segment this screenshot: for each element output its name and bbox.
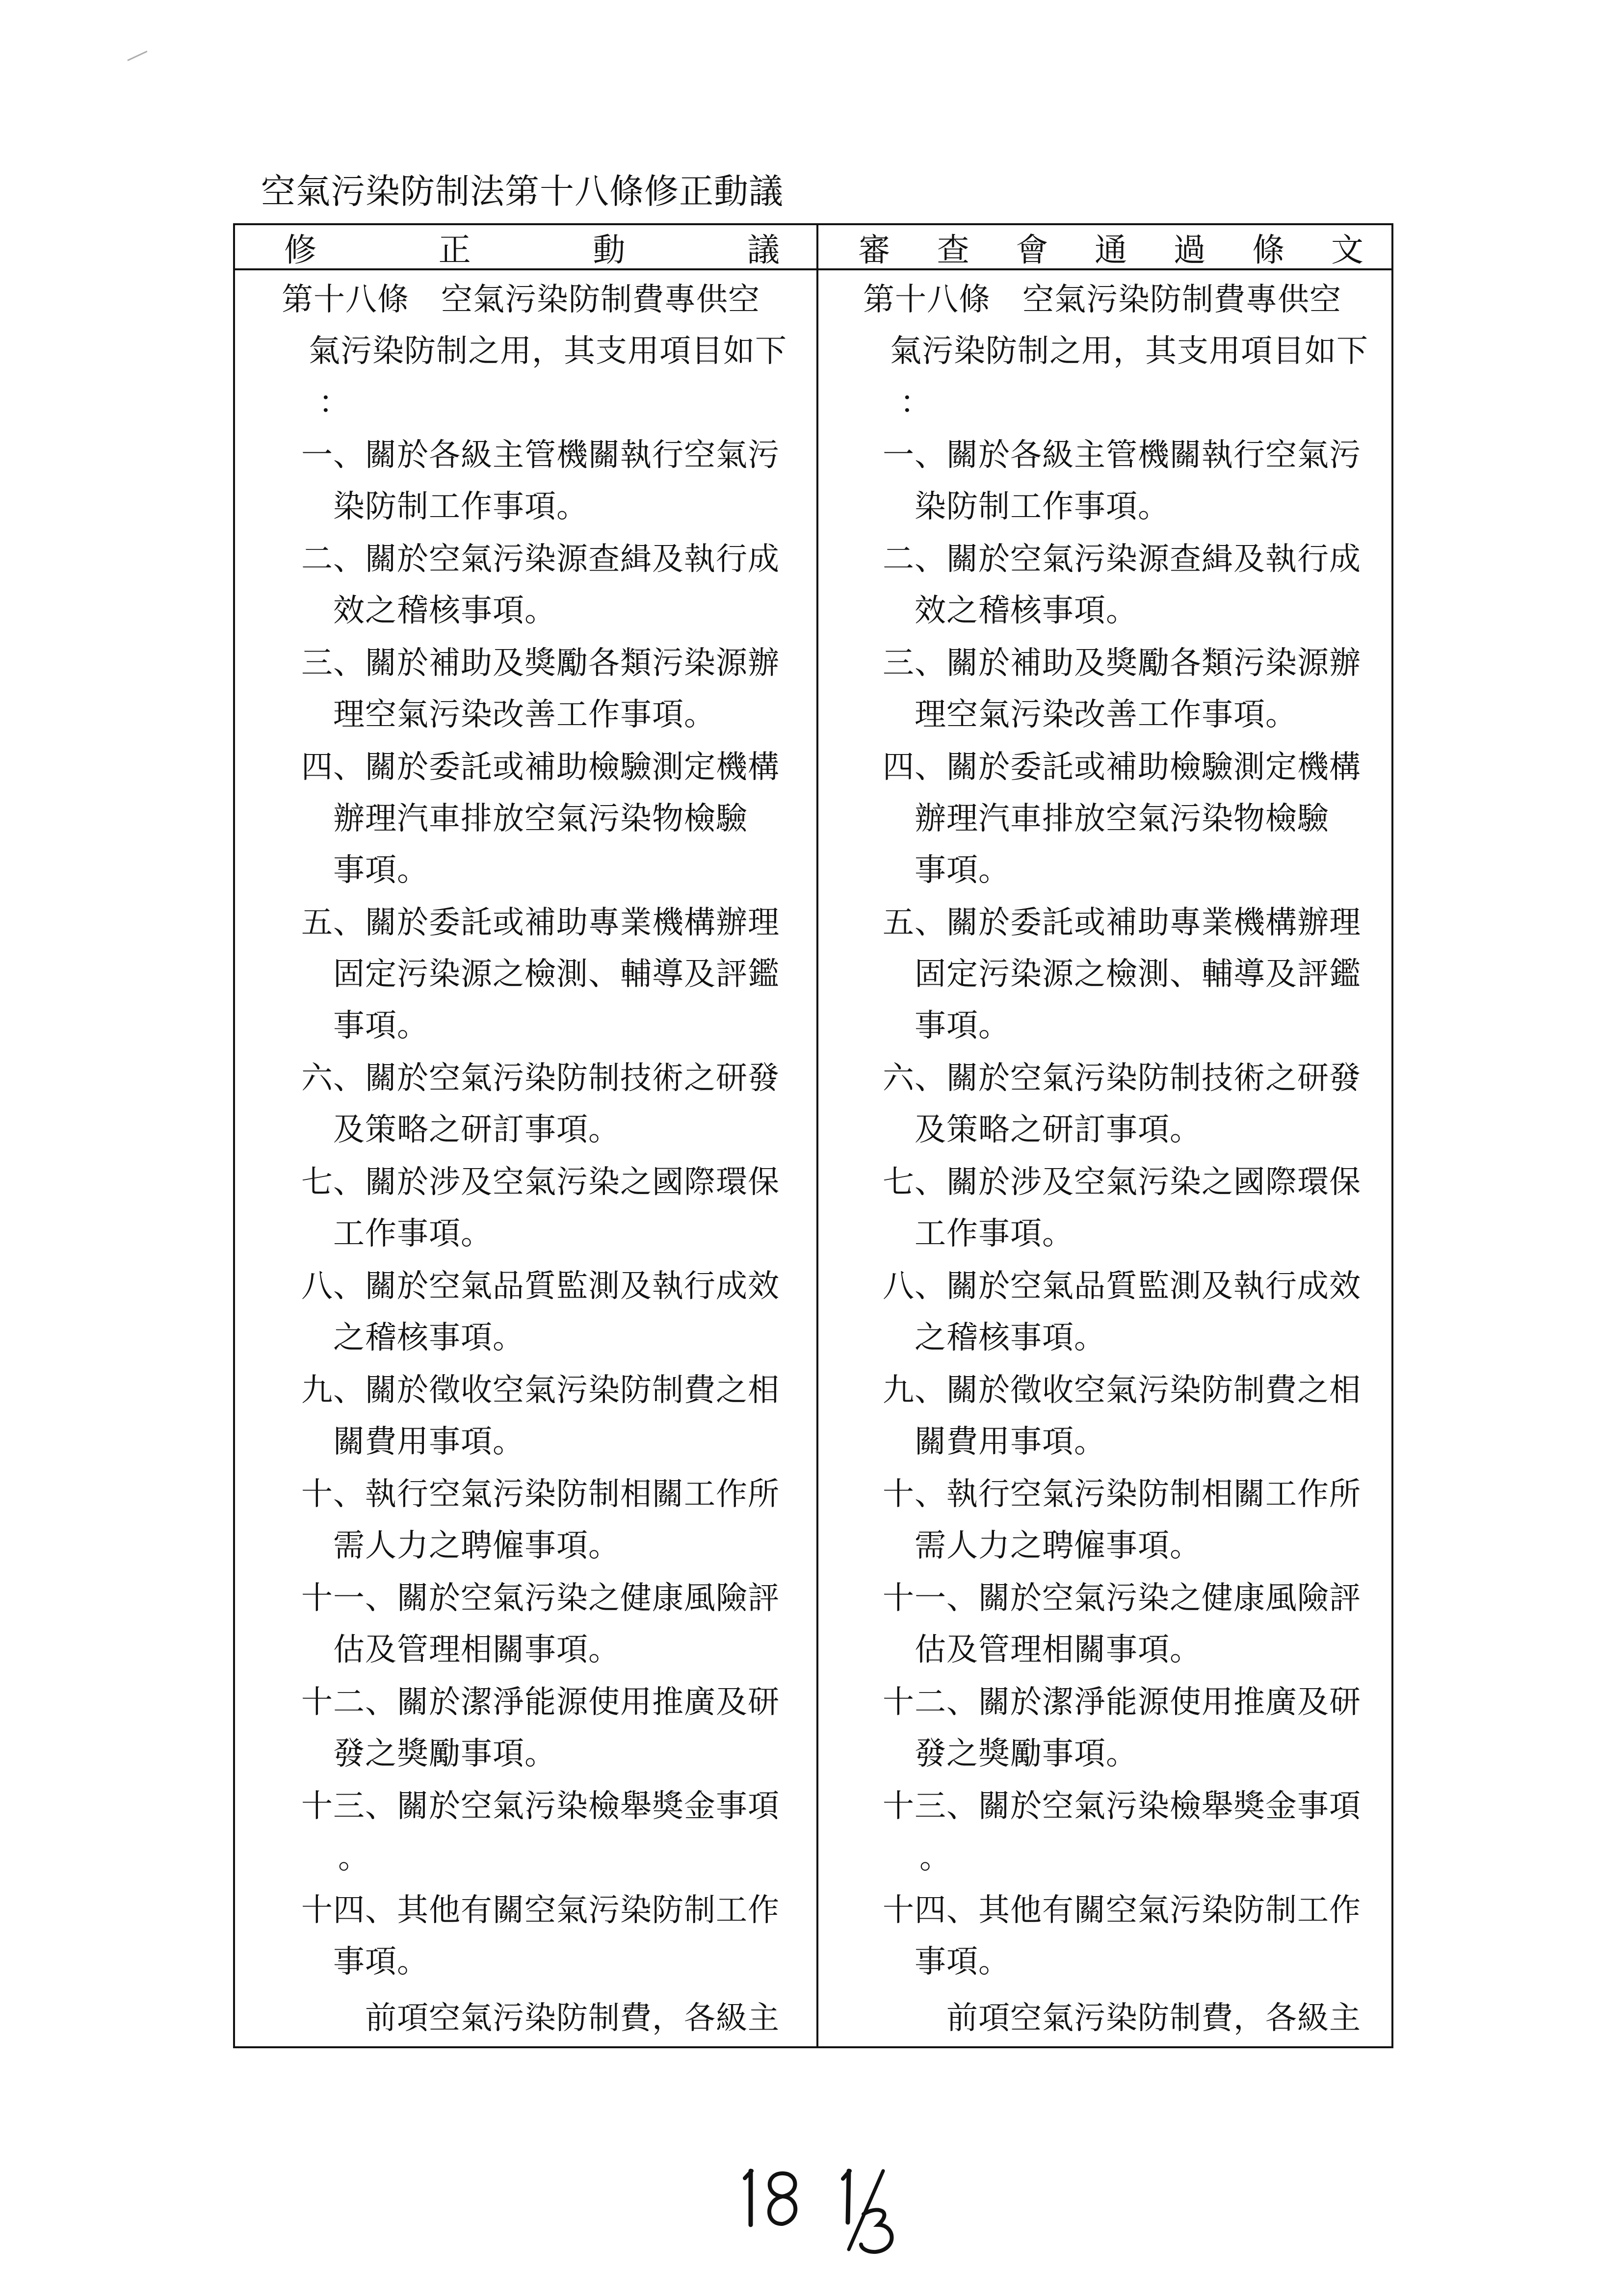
header-committee [858,225,1363,268]
text-line: 十四、其他有關空氣污染防制工作 [883,1892,1361,1929]
text-line: 發之獎勵事項。 [333,1736,556,1772]
text-line: 辦理汽車排放空氣污染物檢驗 [915,801,1329,837]
text-line: 及策略之研訂事項。 [333,1112,620,1148]
text-line: 九、關於徵收空氣污染防制費之相 [883,1372,1361,1409]
text-line: 十三、關於空氣污染檢舉獎金事項 [301,1788,780,1825]
text-line: 工作事項。 [915,1216,1074,1252]
text-line: 五、關於委託或補助專業機構辦理 [883,905,1361,941]
text-line: 固定污染源之檢測、輔導及評鑑 [333,956,780,992]
scan-speck [127,51,149,65]
header-char: 文 [1331,231,1363,269]
text-line: 四、關於委託或補助檢驗測定機構 [301,749,780,785]
text-line: 事項。 [915,852,1010,888]
text-line: 二、關於空氣污染源查緝及執行成 [301,541,780,577]
header-char: 會 [1016,231,1048,269]
text-line: 估及管理相關事項。 [333,1632,620,1668]
table-header [235,225,1391,270]
text-line: 辦理汽車排放空氣污染物檢驗 [333,801,748,837]
handwritten-page-mark [736,2151,942,2259]
text-line: 染防制工作事項。 [915,489,1170,525]
text-line: 十二、關於潔淨能源使用推廣及研 [301,1684,780,1721]
text-line: 十三、關於空氣污染檢舉獎金事項 [883,1788,1361,1825]
text-line: 十、執行空氣污染防制相關工作所 [883,1476,1361,1513]
text-line: 固定污染源之檢測、輔導及評鑑 [915,956,1361,992]
text-line: 關費用事項。 [333,1424,524,1460]
text-line: 染防制工作事項。 [333,489,588,525]
text-line: 十四、其他有關空氣污染防制工作 [301,1892,780,1929]
text-line: 估及管理相關事項。 [915,1632,1202,1668]
text-line: 一、關於各級主管機關執行空氣污 [883,437,1361,473]
text-line: 二、關於空氣污染源查緝及執行成 [883,541,1361,577]
text-line: 十、執行空氣污染防制相關工作所 [301,1476,780,1513]
text-line: 效之稽核事項。 [915,593,1138,629]
text-line: 第十八條 空氣污染防制費專供空 [282,282,760,318]
text-line: 。 [338,1840,370,1876]
header-char: 查 [937,231,969,269]
header-char: 過 [1173,231,1206,269]
text-line: 三、關於補助及獎勵各類污染源辦 [301,645,780,681]
text-line: 五、關於委託或補助專業機構辦理 [301,905,780,941]
text-line: 及策略之研訂事項。 [915,1112,1202,1148]
column-divider [816,225,818,2046]
text-line: 需人力之聘僱事項。 [915,1528,1202,1564]
comparison-table [233,223,1393,2048]
text-line: 六、關於空氣污染防制技術之研發 [883,1060,1361,1096]
text-line: 關費用事項。 [915,1424,1106,1460]
text-line: 氣污染防制之用，其支用項目如下 [890,333,1368,369]
text-line: 效之稽核事項。 [333,593,556,629]
text-line: 第十八條 空氣污染防制費專供空 [863,282,1341,318]
text-line: 前項空氣污染防制費，各級主 [365,2000,780,2036]
header-char: 條 [1252,231,1285,269]
text-line: 十二、關於潔淨能源使用推廣及研 [883,1684,1361,1721]
text-line: 需人力之聘僱事項。 [333,1528,620,1564]
text-line: 理空氣污染改善工作事項。 [333,697,716,733]
text-line: ： [900,385,932,421]
text-line: 六、關於空氣污染防制技術之研發 [301,1060,780,1096]
text-line: ： [318,385,350,421]
text-line: 七、關於涉及空氣污染之國際環保 [883,1164,1361,1200]
text-line: 之稽核事項。 [915,1320,1106,1356]
text-line: 工作事項。 [333,1216,493,1252]
header-motion [284,225,780,268]
text-line: 八、關於空氣品質監測及執行成效 [301,1268,780,1305]
text-line: 事項。 [333,852,429,888]
text-line: 四、關於委託或補助檢驗測定機構 [883,749,1361,785]
text-line: 前項空氣污染防制費，各級主 [946,2000,1361,2036]
header-char: 議 [747,231,780,269]
text-line: 一、關於各級主管機關執行空氣污 [301,437,780,473]
text-line: 九、關於徵收空氣污染防制費之相 [301,1372,780,1409]
text-line: 七、關於涉及空氣污染之國際環保 [301,1164,780,1200]
text-line: 事項。 [915,1008,1010,1044]
motion-column [282,274,804,2036]
text-line: 十一、關於空氣污染之健康風險評 [883,1580,1361,1617]
header-char: 修 [284,231,316,269]
text-line: 理空氣污染改善工作事項。 [915,697,1297,733]
header-char: 正 [438,231,471,269]
text-line: 十一、關於空氣污染之健康風險評 [301,1580,780,1617]
text-line: 事項。 [333,1008,429,1044]
text-line: 。 [919,1840,951,1876]
text-line: 事項。 [915,1944,1010,1980]
text-line: 之稽核事項。 [333,1320,524,1356]
text-line: 三、關於補助及獎勵各類污染源辦 [883,645,1361,681]
text-line: 事項。 [333,1944,429,1980]
text-line: 發之獎勵事項。 [915,1736,1138,1772]
text-line: 八、關於空氣品質監測及執行成效 [883,1268,1361,1305]
text-line: 氣污染防制之用，其支用項目如下 [309,333,787,369]
header-char: 通 [1094,231,1127,269]
committee-column [863,274,1383,2036]
document-title: 空氣污染防制法第十八條修正動議 [261,171,784,211]
header-char: 審 [858,231,891,269]
header-char: 動 [593,231,626,269]
